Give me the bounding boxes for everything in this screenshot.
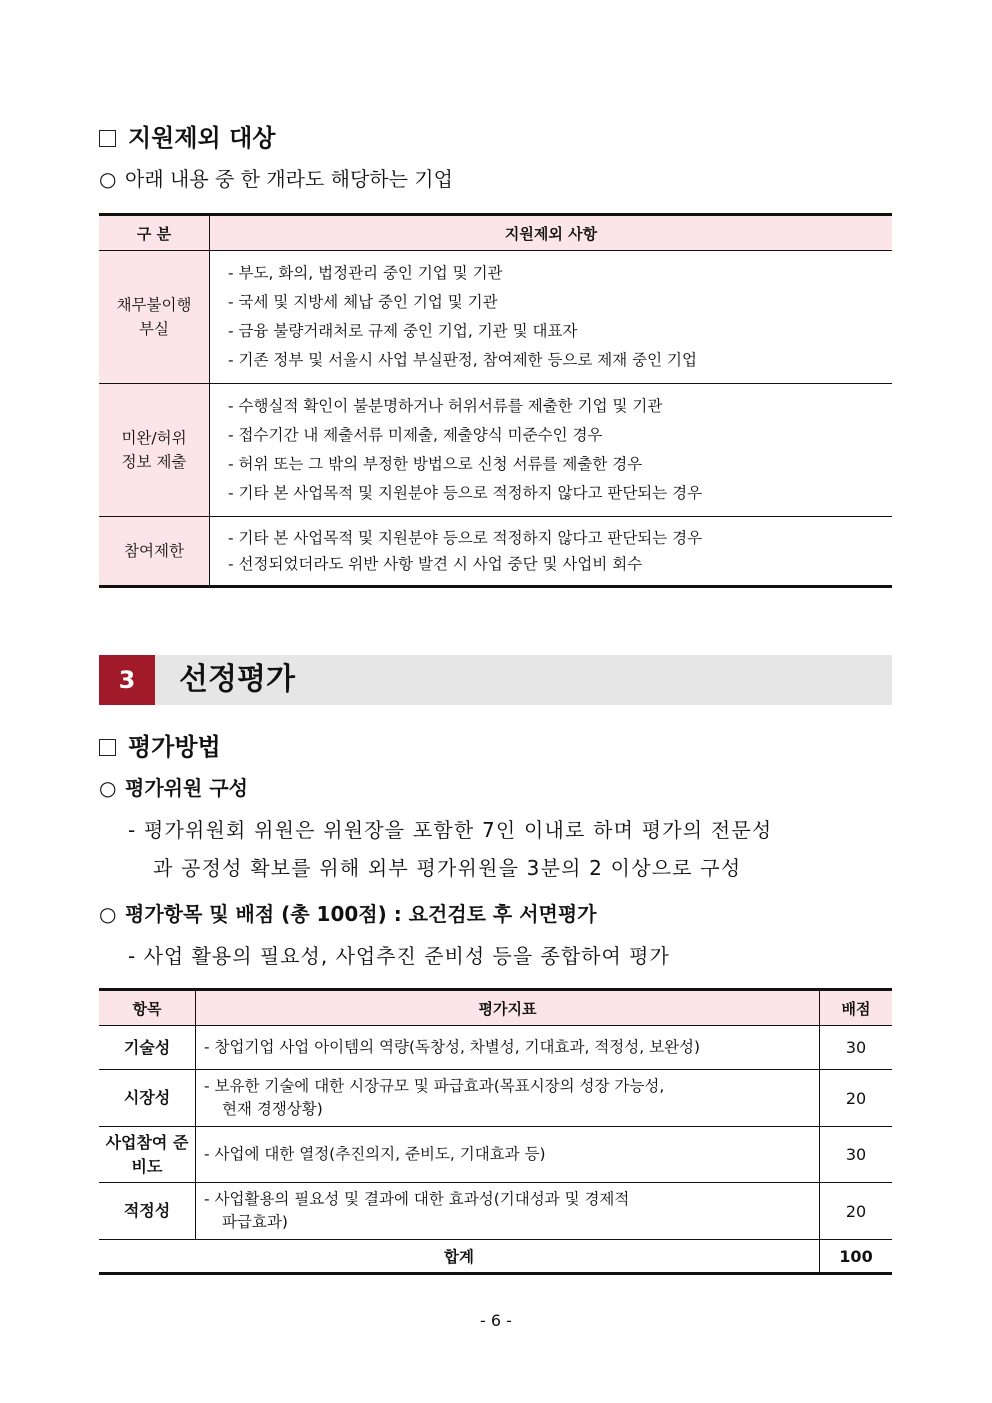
table-header: 배점 [820,990,893,1026]
score-cell: 20 [820,1070,893,1127]
item-cell: 사업참여 준비도 [99,1127,196,1183]
table-row [99,1127,892,1183]
items-cell: - 기타 본 사업목적 및 지원분야 등으로 적정하지 않다고 판단되는 경우 - 선정되었더라도 위반 사항 발견 시 사업 중단 및 사업비 회수 [228,529,703,573]
total-label: 합계 [99,1240,820,1274]
total-row [99,1240,892,1274]
section-number: 3 [99,655,155,705]
indicator-cell: - 창업기업 사업 아이템의 역량(독창성, 차별성, 기대효과, 적정성, 보완성) [196,1026,820,1070]
indicator-cell: - 사업에 대한 열정(추진의지, 준비도, 기대효과 등) [196,1127,820,1183]
square-bullet-icon [99,130,116,147]
table-header: 구 분 [99,215,210,251]
item-cell: 시장성 [99,1070,196,1127]
score-cell: 30 [820,1026,893,1070]
total-score: 100 [839,1246,873,1266]
score-cell: 30 [820,1127,893,1183]
table-header: 항목 [99,990,196,1026]
category-cell: 참여제한 [99,517,210,587]
indicator-cell: - 보유한 기술에 대한 시장규모 및 파급효과(목표시장의 성장 가능성, 현재 경쟁상황) [196,1070,820,1127]
table-header: 지원제외 사항 [210,215,893,251]
items-title: ○ 평가항목 및 배점 (총 100점) : 요건검토 후 서면평가 [99,902,597,926]
table-row [99,1183,892,1240]
category-cell: 채무불이행 부실 [99,251,210,384]
committee-title: ○ 평가위원 구성 [99,776,248,800]
square-bullet-icon [99,739,116,756]
items-cell: - 수행실적 확인이 불분명하거나 허위서류를 제출한 기업 및 기관 - 접수기간 내 제출서류 미제출, 제출양식 미준수인 경우 - 허위 또는 그 밖의 부정한 방법으로 신청 서류를 제출한 경우 - 기타 본 사업목적 및 지원분야 등으로 적정하지 않다고 판단되는 경우 [210,384,893,517]
circle-bullet-icon: ○ [99,776,117,800]
circle-bullet-icon: ○ [99,902,117,926]
table-row [99,251,892,384]
table-row [99,1070,892,1127]
table-header: 평가지표 [196,990,820,1026]
indicator-cell: - 사업활용의 필요성 및 결과에 대한 효과성(기대성과 및 경제적 파급효과) [196,1183,820,1240]
score-cell: 20 [820,1183,893,1240]
item-cell: 적정성 [99,1183,196,1240]
item-cell: 기술성 [99,1026,196,1070]
circle-bullet-icon: ○ [99,167,117,191]
exclusion-intro: ○ 아래 내용 중 한 개라도 해당하는 기업 [99,167,453,191]
exclusion-table [99,213,892,588]
table-row [99,384,892,517]
committee-line-1: - 평가위원회 위원은 위원장을 포함한 7인 이내로 하며 평가의 전문성 [128,818,773,842]
exclusion-heading: 지원제외 대상 [99,118,275,153]
category-cell: 미완/허위 정보 제출 [99,384,210,517]
committee-line-2: 과 공정성 확보를 위해 외부 평가위원을 3분의 2 이상으로 구성 [153,856,742,880]
evaluation-table [99,988,892,1275]
items-desc: - 사업 활용의 필요성, 사업추진 준비성 등을 종합하여 평가 [128,944,670,968]
page-number: - 6 - [480,1311,512,1330]
table-row [99,517,892,587]
section-band [99,655,892,705]
method-heading: 평가방법 [99,727,221,762]
items-cell: - 부도, 화의, 법정관리 중인 기업 및 기관 - 국세 및 지방세 체납 중인 기업 및 기관 - 금융 불량거래처로 규제 중인 기업, 기관 및 대표자 - 기존 정부 및 서울시 사업 부실판정, 참여제한 등으로 제재 중인 기업 [210,251,893,384]
table-row [99,1026,892,1070]
section-title: 선정평가 [179,662,295,697]
